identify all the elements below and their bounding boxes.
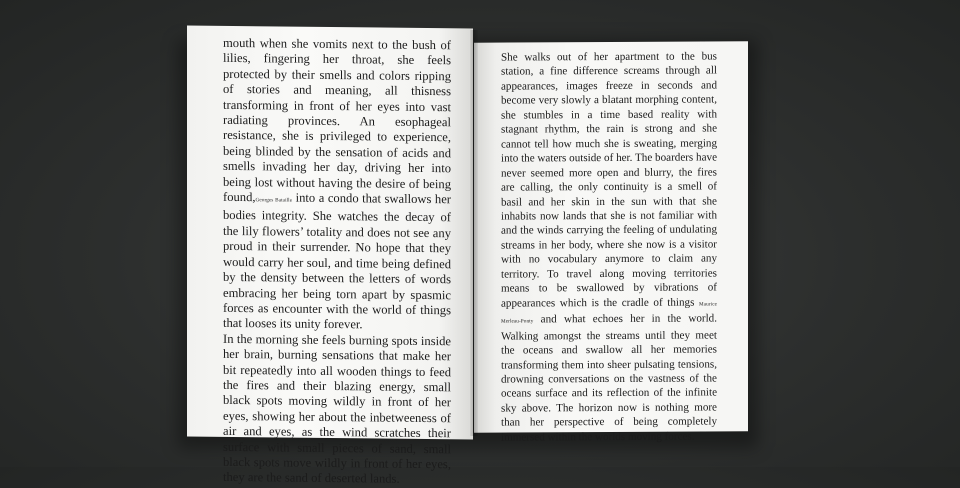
left-page-text (223, 36, 451, 488)
left-paragraph-1 (223, 36, 451, 334)
right-page (474, 41, 748, 444)
citation-georges-bataille: Georges Bataille (255, 197, 293, 204)
left-page (187, 26, 473, 487)
citation-merleau-ponty: Maurice Merleau-Ponty (501, 301, 717, 325)
left-paragraph-2: In the morning she feels burning spots inside her brain, burning sensations that make her bit repeatedly into all wooden things to feed the fires and their blazing energy, small black spots moving wildly in front of her eyes, showing her about the inbetweeness of air and eyes, as the wind scratches their surface with small pieces of sand, small black spots move wildly in front of her eyes, they are the sand of deserted lands. (223, 331, 451, 487)
right-paragraph-end: and what echoes her in the world. Walking amongst the streams until they meet the oceans and swallow all her memories transforming them into sheer pulsating tensions, drowning conversations on the vastness of the oceans surface and its reflection of the infinite sky above. The horizon now is nothing more than her perspective of being completely immersed within the worlds moving forces. (501, 312, 717, 444)
left-paragraph-1-start: mouth when she vomits next to the bush of lilies, fingering her throat, she feels protected by their smells and colors ripping of stories and meaning, all thisness transforming in front of her eyes into vast radiating provinces. An esophageal resistance, she is privileged to experience, being blinded by the sensation of acids and smells invading her day, driving her into being lost without having the desire of being found, (223, 35, 451, 205)
right-paragraph-start: She walks out of her apartment to the bus station, a fine difference screams through all appearances, images freeze in seconds and become very slowly a blatant morphing content, she stumbles in a time based reality with stagnant rhythm, the rain is strong and she cannot tell how much she is sweating, merging into the waters outside of her. The boarders have never seemed more open and blurry, the fires are calling, the only continuity is a smell of basil and her skin in the sun with that she inhabits now lands that she is not familiar with and the winds carrying the feeling of undulating streams in her body, where she now is a visitor with no vocabulary anymore to claim any territory. To travel along moving territories means to be swallowed by vibrations of appearances which is the cradle of things (501, 50, 717, 310)
left-paragraph-1-end: into a condo that swallows her bodies integrity. She watches the decay of the lily flowers’ totality and does not see any proud in their surrender. No hope that they would carry her soul, and time being defined by the density between the letters of words embracing her being torn apart by spasmic forces as encounter with the world of things that looses its unity forever. (223, 190, 451, 332)
right-paragraph (501, 49, 717, 444)
book-gutter (470, 30, 478, 436)
right-page-text (501, 49, 717, 444)
